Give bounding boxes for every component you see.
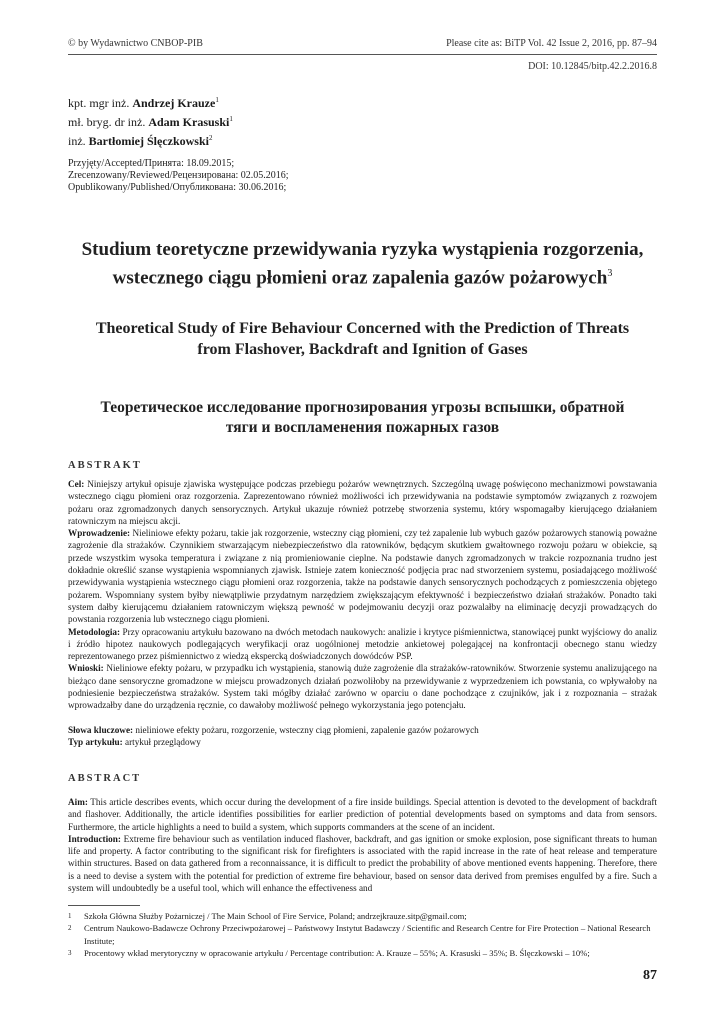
abstract-heading: ABSTRACT <box>68 773 142 784</box>
abstrakt-body <box>68 478 657 712</box>
title-polish-line-1: Studium teoretyczne przewidywania ryzyka wystąpienia rozgorzenia, <box>81 239 644 260</box>
abstract-introduction <box>68 833 657 894</box>
abstrakt-cel-text: Niniejszy artykuł opisuje zjawiska występujące podczas przebiegu pożarów wewnętrznych. Szczególną uwagę poświęcono mechanizmowi powstawania wstecznego ciągu płomieni oraz rozgorzenia. Zaprezentowano również możliwości ich przewidywania na podstawie symptomów związanych z rozwojem pożaru oraz zgromadzonych danych sensorycznych. Artykuł ukazuje również potrzebę stworzenia systemu, który wspomagałby kierującego działaniem ratowniczym na miejscu akcji. <box>68 479 657 526</box>
article-type-label: Typ artykułu: <box>68 737 123 748</box>
footnote-1 <box>68 910 657 922</box>
author-3-footnote-ref[interactable]: 2 <box>209 134 213 142</box>
date-reviewed: Zrecenzowany/Reviewed/Рецензирована: 02.05.2016; <box>68 170 289 181</box>
abstrakt-metodologia-label: Metodologia: <box>68 626 121 637</box>
author-2-footnote-ref[interactable]: 1 <box>229 115 233 123</box>
abstrakt-wprowadzenie-text: Nieliniowe efekty pożaru, takie jak rozgorzenie, wsteczny ciąg płomieni, czy też zapalenie lub wybuch gazów pożarowych stanowią poważne zagrożenie dla strażaków. Czynnikiem stwarzającym niebezpieczeństwo dla ratowników, będącym skutkiem gwałtownego rozwoju pożaru w obiekcie, są przede wszystkim wysoka temperatura i związane z nią promieniowanie cieplne. Na podstawie danych zgromadzonych w trakcie rozpoznania trudno jest dokładnie określić szanse wystąpienia wspomnianych zjawisk. Istnieje zatem konieczność podjęcia prac nad stworzeniem systemu, posiadającego możliwość przewidywania wystąpienia wstecznego ciągu płomieni oraz rozgorzenia, także na podstawie danych sensorycznych pochodzących z pomieszczenia objętego pożarem. Wspomniany system byłby niewątpliwie przydatnym narzędziem zwiększającym efektywność i bezpieczeństwo działań strażaków. Ponadto taki system dałby kierującemu działaniem ratowniczym większą pewność w podejmowaniu decyzji oraz pozwalałby na eliminację decyzji prowadzących do powstania rozgorzenia lub wstecznego ciągu płomieni. <box>68 528 657 625</box>
abstract-aim <box>68 796 657 833</box>
keywords-text: nieliniowe efekty pożaru, rozgorzenie, wsteczny ciąg płomieni, zapalenie gazów pożarowych <box>133 725 479 735</box>
footnote-2 <box>68 922 657 947</box>
footnote-1-number: 1 <box>68 912 72 920</box>
article-type <box>68 736 657 748</box>
title-russian-line-1: Теоретическое исследование прогнозирования угрозы вспышки, обратной <box>100 399 625 416</box>
abstract-introduction-label: Introduction: <box>68 833 121 844</box>
abstrakt-wprowadzenie-label: Wprowadzenie: <box>68 528 131 539</box>
title-russian-line-2: тяги и воспламенения пожарных газов <box>225 419 500 436</box>
title-english <box>68 318 657 360</box>
title-polish <box>68 238 657 290</box>
doi-link[interactable]: DOI: 10.12845/bitp.42.2.2016.8 <box>528 61 657 72</box>
keywords <box>68 724 657 736</box>
date-published: Opublikowany/Published/Опубликована: 30.06.2016; <box>68 182 287 193</box>
header-publisher: © by Wydawnictwo CNBOP-PIB <box>68 38 203 49</box>
author-1-footnote-ref[interactable]: 1 <box>215 96 219 104</box>
keywords-label: Słowa kluczowe: <box>68 725 134 735</box>
abstrakt-metodologia-text: Przy opracowaniu artykułu bazowano na dwóch metodach naukowych: analizie i krytyce piśmiennictwa, stanowiącej punkt wyjściowy do analiz i źródło hipotez naukowych podlegających weryfikacji oraz uogólnionej metodzie ankietowej polegającej na konfrontacji obecnego stanu wiedzy reprezentowanego przez piśmiennictwo z wiedzą ekspercką doświadczonych dowódców PSP. <box>68 626 657 662</box>
footnote-1-text: Szkoła Główna Służby Pożarniczej / The Main School of Fire Service, Poland; andrzejkrauze.sitp@gmail.com; <box>84 911 467 921</box>
title-english-line-2: from Flashover, Backdraft and Ignition of Gases <box>197 341 528 358</box>
abstrakt-wnioski-text: Nieliniowe efekty pożaru, w przypadku ich wystąpienia, stanowią duże zagrożenie dla strażaków-ratowników. Stworzenie systemu analizującego na bieżąco dane sensoryczne gromadzone w miejscu prowadzonych działań pozwoliłoby na przewidywanie z wyprzedzeniem ich powstania, co wpływałoby na podniesienie bezpieczeństwa strażaków. System taki mógłby działać zarówno w oparciu o dane pochodzące z czujników, jak i z rozpoznania – strażak wprowadzałby dane do urządzenia ręcznie, co dawałoby możliwość pełnego wykorzystania jego potencjału. <box>68 663 657 711</box>
footnote-2-text: Centrum Naukowo-Badawcze Ochrony Przeciwpożarowej – Państwowy Instytut Badawczy / Scientific and Research Centre for Fire Protection – National Research Institute; <box>84 923 651 946</box>
abstrakt-heading: ABSTRAKT <box>68 460 142 471</box>
author-1 <box>68 92 233 111</box>
author-3-title: inż. <box>68 134 89 148</box>
article-dates <box>68 158 289 194</box>
abstract-aim-text: This article describes events, which occur during the development of a fire inside buildings. Special attention is devoted to the development of backdraft and flashover. Additionally, the article identifies possibilities for earlier prediction of potential developments based on symptoms and data from sensors. Furthermore, the article highlights a need to build a system, which supports commanders at the scene of an incident. <box>68 797 657 832</box>
abstrakt-wprowadzenie <box>68 527 657 625</box>
footnote-3 <box>68 947 657 959</box>
author-3-name: Bartłomiej Ślęczkowski <box>88 134 209 148</box>
header-rule <box>68 54 657 55</box>
abstrakt-cel <box>68 478 657 527</box>
author-3 <box>68 130 233 149</box>
article-type-text: artykuł przeglądowy <box>122 737 201 748</box>
footnote-rule <box>68 905 140 906</box>
title-russian <box>68 398 657 438</box>
page-number: 87 <box>643 968 657 983</box>
abstrakt-cel-label: Cel: <box>68 479 85 489</box>
abstrakt-wnioski <box>68 662 657 711</box>
footnote-3-text: Procentowy wkład merytoryczny w opracowanie artykułu / Percentage contribution: A. Krauze – 55%; A. Krasuski – 35%; B. Ślęczkowski – 10%; <box>84 947 590 958</box>
title-footnote-ref[interactable]: 3 <box>607 268 613 279</box>
footnotes <box>68 910 657 959</box>
abstract-introduction-text: Extreme fire behaviour such as ventilation induced flashover, backdraft, and gas ignition or smoke explosion, pose significant threats to human life and property. A factor contributing to the significant risk for firefighters is associated with the rapid increase in the rate of heat release and temperature within structures. Based on data gathered from a reconnaissance, it is difficult to predict the probability of above mentioned events happening. Therefore, there is a need to devise a system with the potential for prediction of extreme fire behaviour, based on sensor data derived from premises engulfed by a fire. Such a system will undoubtedly be a useful tool, which will enhance the effectiveness and <box>68 833 657 894</box>
author-1-title: kpt. mgr inż. <box>68 96 133 110</box>
abstract-body <box>68 796 657 894</box>
date-accepted: Przyjęty/Accepted/Принята: 18.09.2015; <box>68 158 235 169</box>
author-2-name: Adam Krasuski <box>148 115 230 129</box>
title-polish-line-2 <box>68 262 657 290</box>
header-citation: Please cite as: BiTP Vol. 42 Issue 2, 2016, pp. 87–94 <box>446 38 657 49</box>
abstrakt-metodologia <box>68 626 657 663</box>
keywords-block <box>68 724 657 749</box>
author-2-title: mł. bryg. dr inż. <box>68 115 149 129</box>
abstract-aim-label: Aim: <box>68 797 88 807</box>
author-2 <box>68 111 233 130</box>
author-list <box>68 92 233 149</box>
footnote-2-number: 2 <box>68 924 72 933</box>
footnote-3-number: 3 <box>68 948 72 957</box>
title-english-line-1: Theoretical Study of Fire Behaviour Concerned with the Prediction of Threats <box>95 320 630 337</box>
author-1-name: Andrzej Krauze <box>132 96 216 110</box>
title-polish-line-2-text: wstecznego ciągu płomieni oraz zapalenia gazów pożarowych <box>112 267 608 289</box>
abstrakt-wnioski-label: Wnioski: <box>68 663 104 674</box>
